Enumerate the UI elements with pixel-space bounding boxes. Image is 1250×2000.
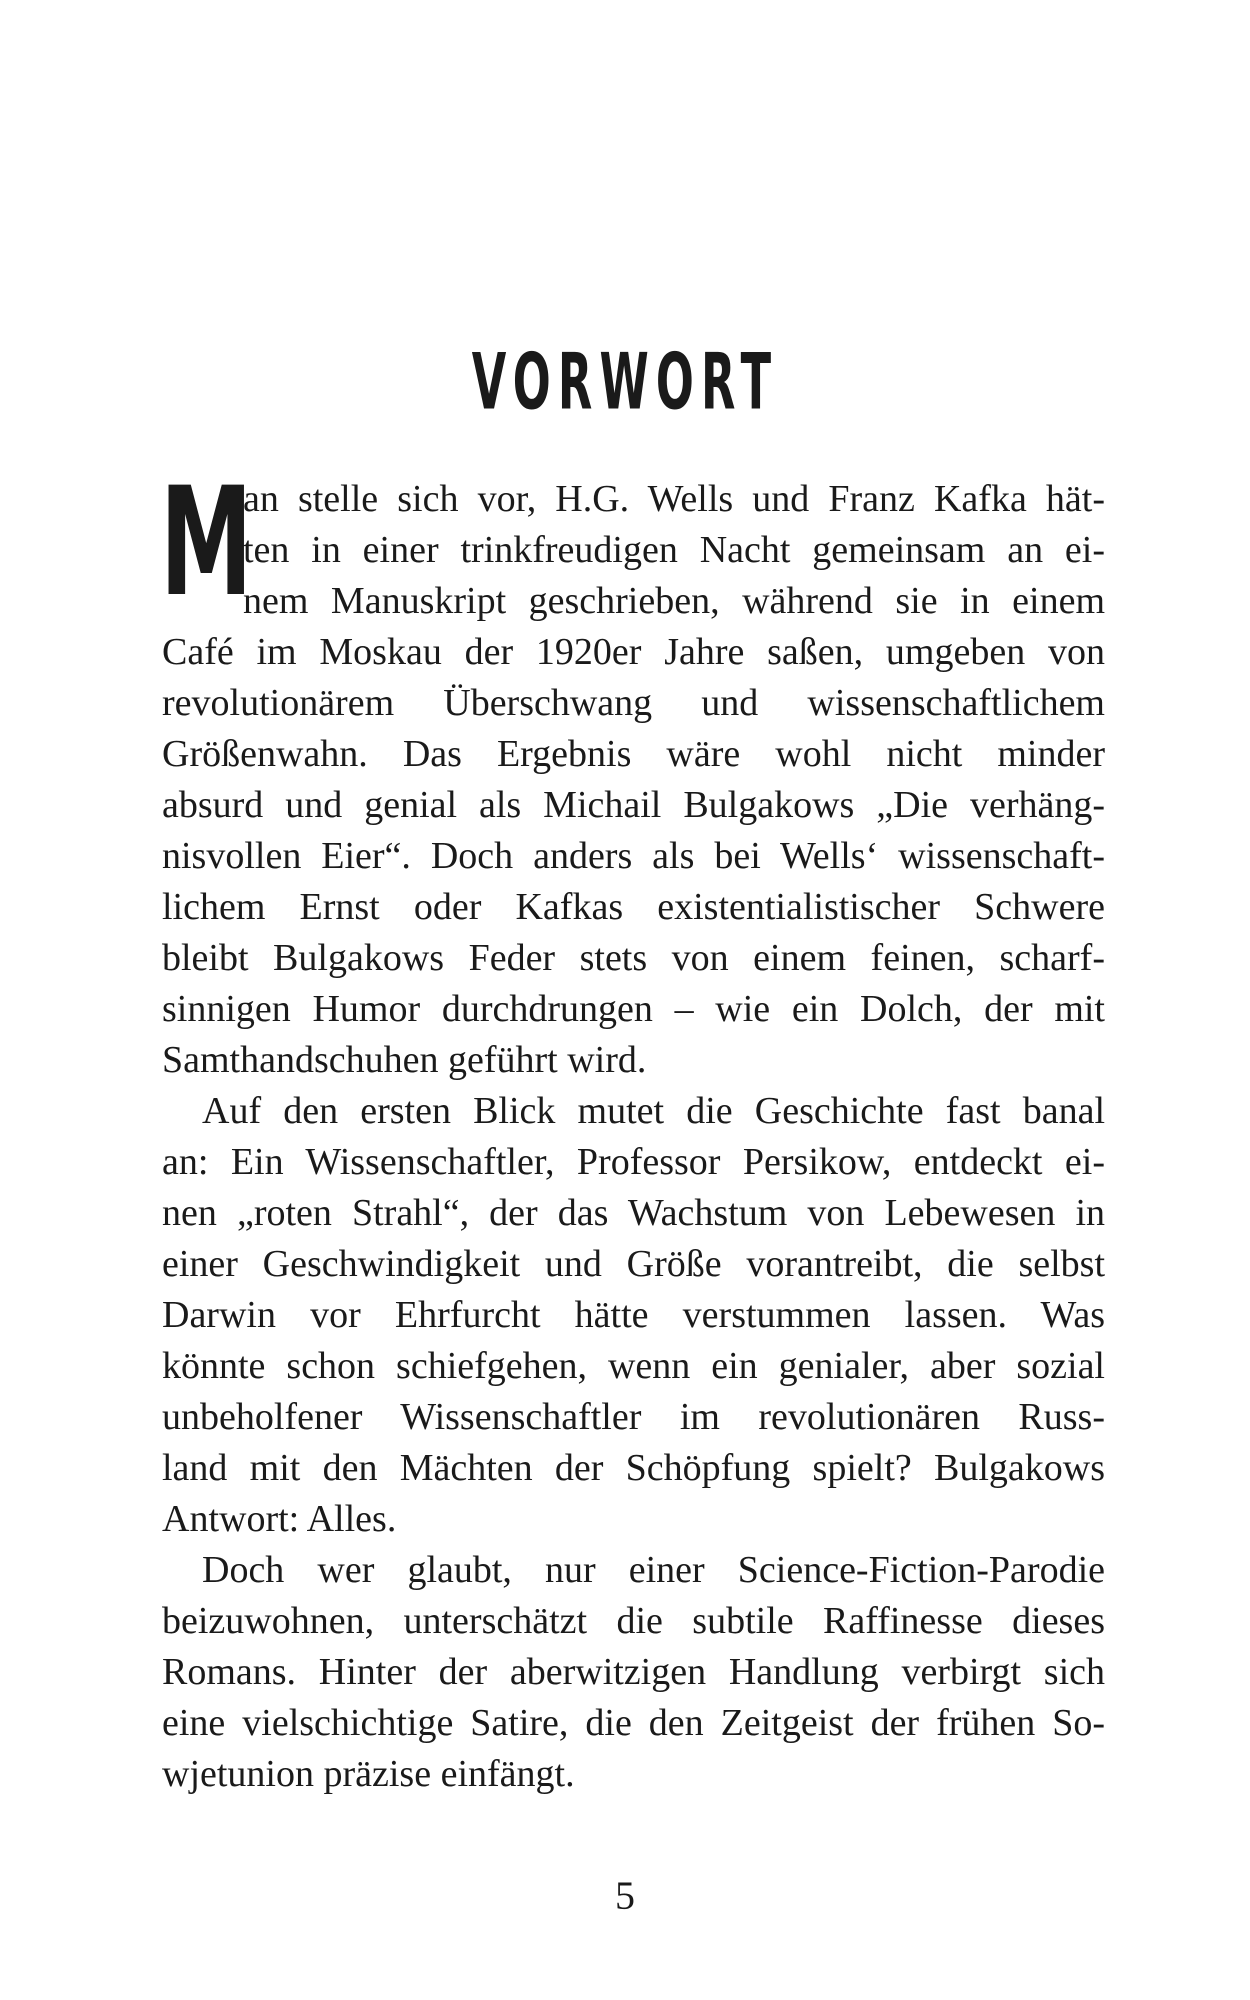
text-line: Größenwahn. Das Ergebnis wäre wohl nicht minder xyxy=(162,733,1105,775)
text-line: wjetunion präzise einfängt. xyxy=(162,1753,575,1795)
text-line: könnte schon schiefgehen, wenn ein genialer, aber sozial xyxy=(162,1345,1105,1387)
text-line: land mit den Mächten der Schöpfung spielt? Bulgakows xyxy=(162,1447,1105,1489)
text-line: nem Manuskript geschrieben, während sie in einem xyxy=(243,580,1105,622)
text-line: nen „roten Strahl“, der das Wachstum von Lebewesen in xyxy=(162,1192,1105,1234)
text-line: sinnigen Humor durchdrungen – wie ein Dolch, der mit xyxy=(162,988,1105,1030)
text-line: Antwort: Alles. xyxy=(162,1498,397,1540)
text-line: Samthandschuhen geführt wird. xyxy=(162,1039,647,1081)
text-line: bleibt Bulgakows Feder stets von einem feinen, scharf- xyxy=(162,937,1105,979)
body-text xyxy=(162,474,1105,1800)
text-line: ten in einer trinkfreudigen Nacht gemeinsam an ei- xyxy=(243,529,1105,571)
text-line: beizuwohnen, unterschätzt die subtile Raffinesse dieses xyxy=(162,1600,1105,1642)
text-line: Darwin vor Ehrfurcht hätte verstummen lassen. Was xyxy=(162,1294,1105,1336)
text-line: Romans. Hinter der aberwitzigen Handlung verbirgt sich xyxy=(162,1651,1105,1693)
drop-cap: M xyxy=(160,456,253,630)
text-line: einer Geschwindigkeit und Größe vorantreibt, die selbst xyxy=(162,1243,1105,1285)
text-line: revolutionärem Überschwang und wissenschaftlichem xyxy=(162,682,1105,724)
text-line: unbeholfener Wissenschaftler im revolutionären Russ- xyxy=(162,1396,1105,1438)
text-line: an: Ein Wissenschaftler, Professor Persikow, entdeckt ei- xyxy=(162,1141,1105,1183)
page-number: 5 xyxy=(615,1873,635,1918)
text-line: Auf den ersten Blick mutet die Geschichte fast banal xyxy=(202,1090,1105,1132)
text-line: absurd und genial als Michail Bulgakows „Die verhäng- xyxy=(162,784,1105,826)
text-line: eine vielschichtige Satire, die den Zeitgeist der frühen So- xyxy=(162,1702,1105,1744)
text-line: an stelle sich vor, H.G. Wells und Franz Kafka hät- xyxy=(243,478,1105,520)
text-line: lichem Ernst oder Kafkas existentialistischer Schwere xyxy=(162,886,1105,928)
text-line: nisvollen Eier“. Doch anders als bei Wells‘ wissenschaft- xyxy=(162,835,1105,877)
text-line: Café im Moskau der 1920er Jahre saßen, umgeben von xyxy=(162,631,1105,673)
chapter-title: VORWORT xyxy=(471,336,779,428)
text-line: Doch wer glaubt, nur einer Science-Fiction-Parodie xyxy=(202,1549,1105,1591)
